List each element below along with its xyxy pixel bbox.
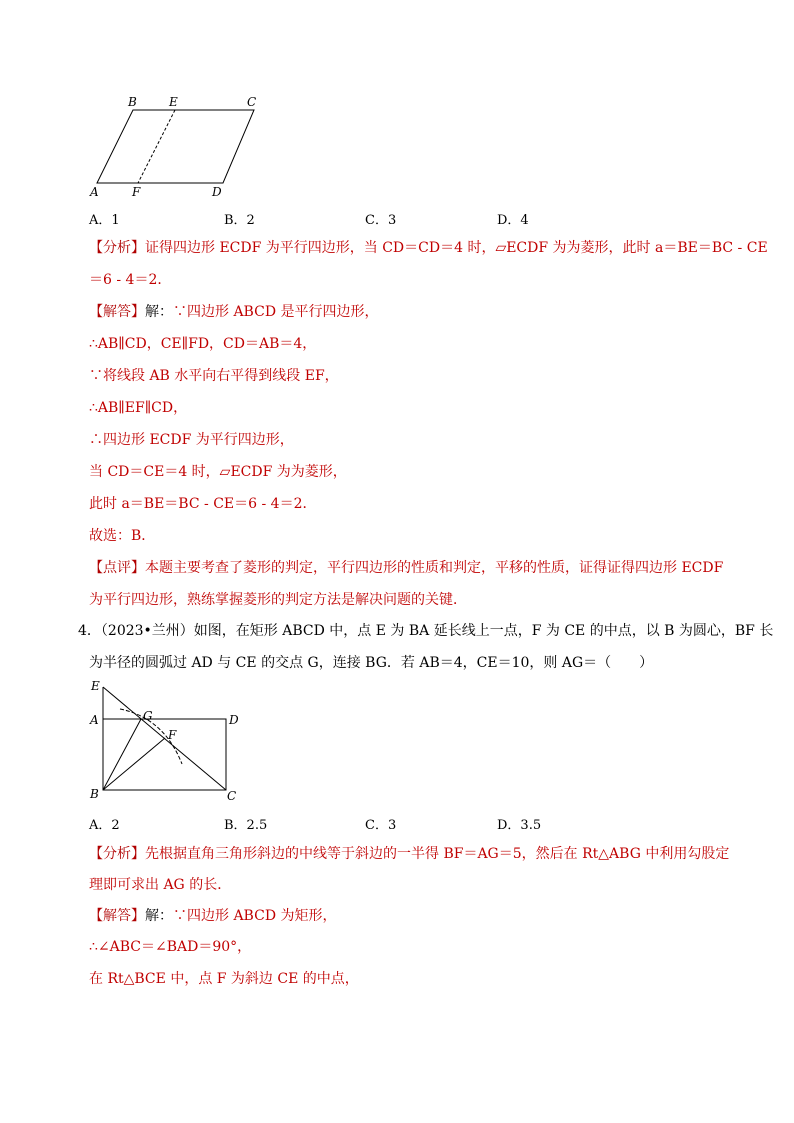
q3-analysis-line1: [89, 238, 768, 258]
q3-option-d: D．4: [497, 213, 529, 228]
q3-solution-line8: 故选：B．: [89, 528, 156, 544]
comment-tag: 【点评】: [89, 560, 145, 576]
q3-solution-line3: ∵将线段 AB 水平向右平得到线段 EF，: [89, 368, 339, 384]
q3-solution-line0: [89, 302, 379, 322]
q3-option-c: C．3: [365, 213, 397, 228]
label-c: C: [227, 789, 237, 803]
q4-analysis-line1: [89, 844, 729, 864]
q3-figure: [84, 92, 274, 202]
label-e: E: [169, 95, 178, 109]
q4-option-b: B．2.5: [224, 818, 268, 833]
label-b: B: [128, 95, 137, 109]
q4-stem-line1: 4．（2023•兰州）如图，在矩形 ABCD 中，点 E 为 BA 延长线上一点，F 为 CE 的中点，以 B 为圆心，BF 长: [78, 623, 774, 639]
segment-bg: [103, 719, 141, 790]
label-b: B: [90, 787, 99, 801]
label-f: F: [168, 728, 177, 742]
label-a: A: [90, 713, 99, 727]
solution-tag: 【解答】: [89, 304, 145, 320]
analysis-tag: 【分析】: [89, 846, 145, 862]
label-c: C: [247, 95, 257, 109]
segment-ef: [138, 110, 175, 183]
q3-option-a: A．1: [89, 213, 120, 228]
q3-solution-line6: 当 CD＝CE＝4 时，▱ECDF 为为菱形，: [89, 464, 347, 480]
q4-option-d: D．3.5: [497, 818, 542, 833]
q3-solution-line5: ∴四边形 ECDF 为平行四边形，: [89, 432, 294, 448]
label-f: F: [132, 185, 141, 199]
q4-stem-line2: 为半径的圆弧过 AD 与 CE 的交点 G，连接 BG．若 AB＝4，CE＝10，则 AG＝（ ）: [89, 655, 654, 671]
q3-solution-line4: ∴AB∥EF∥CD，: [89, 400, 188, 416]
q3-solution-line2: ∴AB∥CD，CE∥FD，CD＝AB＝4，: [89, 336, 317, 352]
q4-option-c: C．3: [365, 818, 397, 833]
q3-comment-line2: 为平行四边形，熟练掌握菱形的判定方法是解决问题的关键．: [89, 592, 467, 608]
solution-intro: 解：: [145, 304, 173, 320]
parallelogram-abcd: [97, 110, 254, 183]
analysis-tag: 【分析】: [89, 240, 145, 256]
solution-intro: 解：: [145, 908, 173, 924]
q3-option-b: B．2: [224, 213, 255, 228]
comment-text: 本题主要考查了菱形的判定，平行四边形的性质和判定，平移的性质，证得证得四边形 ECDF: [145, 560, 724, 576]
q4-solution-line1: [89, 906, 337, 926]
q4-analysis-text: 先根据直角三角形斜边的中线等于斜边的一半得 BF＝AG＝5，然后在 Rt△ABG 中利用勾股定: [145, 846, 730, 862]
q4-figure: [84, 676, 254, 808]
segment-bf: [103, 738, 165, 790]
q3-analysis-text: 证得四边形 ECDF 为平行四边形，当 CD＝CD＝4 时，▱ECDF 为为菱形，此时 a＝BE＝BC - CE: [145, 240, 768, 256]
q4-option-a: A．2: [89, 818, 120, 833]
solution-tag: 【解答】: [89, 908, 145, 924]
label-e: E: [91, 679, 100, 693]
label-d: D: [229, 713, 239, 727]
q4-analysis-line2: 理即可求出 AG 的长．: [89, 877, 232, 893]
label-a: A: [90, 185, 99, 199]
q3-analysis-line2: ＝6 - 4＝2．: [89, 272, 172, 288]
solution-text: ∵四边形 ABCD 为矩形，: [173, 908, 337, 924]
solution-text: ∵四边形 ABCD 是平行四边形，: [173, 304, 379, 320]
label-d: D: [212, 185, 222, 199]
label-g: G: [143, 709, 153, 723]
q3-solution-line7: 此时 a＝BE＝BC - CE＝6 - 4＝2．: [89, 496, 317, 512]
q4-solution-line3: 在 Rt△BCE 中，点 F 为斜边 CE 的中点，: [89, 971, 359, 987]
q3-comment-line1: [89, 558, 723, 578]
q4-solution-line2: ∴∠ABC＝∠BAD＝90°，: [89, 939, 252, 955]
